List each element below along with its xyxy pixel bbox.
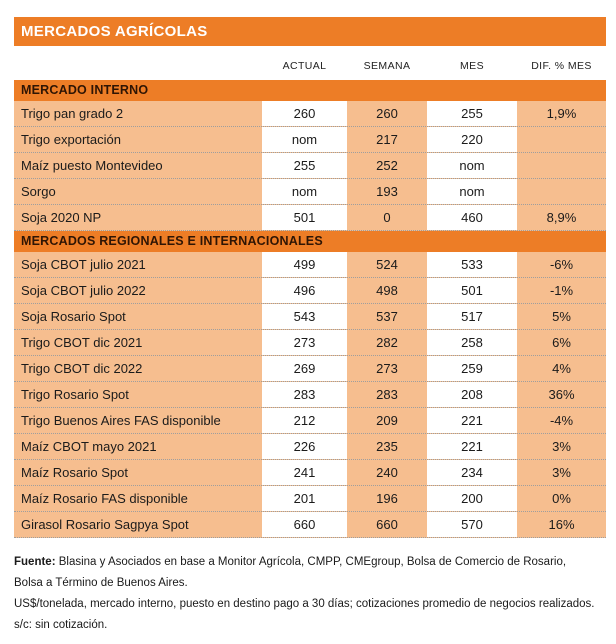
- value-cell: 212: [262, 408, 347, 433]
- value-cell: 283: [376, 387, 398, 402]
- row-label: Soja CBOT julio 2021: [21, 257, 146, 272]
- value-cell: -1%: [549, 283, 574, 298]
- value-cell: 235: [376, 439, 398, 454]
- column-header-empty: [14, 60, 262, 66]
- value-cell: 517: [427, 304, 517, 329]
- value-cell: 283: [262, 382, 347, 407]
- value-cell: 221: [427, 408, 517, 433]
- row-label: Sorgo: [21, 184, 56, 199]
- value-cell: 255: [427, 101, 517, 126]
- footnote-source-text: Blasina y Asociados en base a Monitor Agrícola, CMPP, CMEgroup, Bolsa de Comercio de Rosario,: [55, 556, 567, 568]
- value-cell: 196: [376, 491, 398, 506]
- value-cell: 209: [376, 413, 398, 428]
- page-title-bar: [14, 17, 606, 46]
- value-cell: 501: [427, 278, 517, 303]
- table-row: [14, 127, 606, 153]
- column-header-dif-pct-mes: DIF. % MES: [531, 60, 592, 72]
- value-cell: 282: [376, 335, 398, 350]
- column-header-mes: MES: [460, 60, 484, 72]
- table-row: [14, 512, 606, 538]
- value-cell: 1,9%: [546, 106, 577, 121]
- value-cell: 240: [376, 465, 398, 480]
- footnote-source-line: [14, 552, 606, 573]
- column-header-actual: ACTUAL: [282, 60, 327, 72]
- footnote-source-line-2: Bolsa a Término de Buenos Aires.: [14, 577, 188, 589]
- value-cell: -6%: [549, 257, 574, 272]
- table-row: [14, 304, 606, 330]
- value-cell: 5%: [552, 309, 571, 324]
- value-cell: [517, 127, 606, 152]
- value-cell: 543: [262, 304, 347, 329]
- value-cell: 258: [427, 330, 517, 355]
- value-cell: 660: [376, 517, 398, 532]
- value-cell: 200: [427, 486, 517, 511]
- value-cell: 220: [427, 127, 517, 152]
- row-label: Soja CBOT julio 2022: [21, 283, 146, 298]
- row-label: Girasol Rosario Sagpya Spot: [21, 517, 189, 532]
- value-cell: 36%: [548, 387, 575, 402]
- value-cell: 221: [427, 434, 517, 459]
- row-label: Soja Rosario Spot: [21, 309, 126, 324]
- table-row: [14, 278, 606, 304]
- section-header: MERCADOS REGIONALES E INTERNACIONALES: [14, 231, 606, 252]
- value-cell: 0%: [552, 491, 571, 506]
- value-cell: 570: [427, 512, 517, 537]
- value-cell: 537: [376, 309, 398, 324]
- table-row: [14, 434, 606, 460]
- value-cell: 4%: [552, 361, 571, 376]
- value-cell: 660: [262, 512, 347, 537]
- footnote-units-line: US$/tonelada, mercado interno, puesto en destino pago a 30 días; cotizaciones promedio de negocios realizados.: [14, 598, 595, 610]
- value-cell: 269: [262, 356, 347, 381]
- markets-table: [14, 17, 606, 538]
- row-label: Soja 2020 NP: [21, 210, 102, 225]
- value-cell: 273: [262, 330, 347, 355]
- value-cell: 524: [376, 257, 398, 272]
- value-cell: 208: [427, 382, 517, 407]
- value-cell: 241: [262, 460, 347, 485]
- row-label: Trigo CBOT dic 2022: [21, 361, 143, 376]
- footnote-source-label: Fuente:: [14, 556, 56, 568]
- value-cell: 496: [262, 278, 347, 303]
- column-header-row: [14, 46, 606, 80]
- value-cell: 217: [376, 132, 398, 147]
- table-row: [14, 179, 606, 205]
- value-cell: [517, 179, 606, 204]
- table-row: [14, 101, 606, 127]
- table-row: [14, 486, 606, 512]
- value-cell: nom: [427, 179, 517, 204]
- value-cell: 498: [376, 283, 398, 298]
- value-cell: 6%: [552, 335, 571, 350]
- value-cell: 3%: [552, 439, 571, 454]
- value-cell: 193: [376, 184, 398, 199]
- value-cell: 260: [262, 101, 347, 126]
- value-cell: 3%: [552, 465, 571, 480]
- value-cell: 259: [427, 356, 517, 381]
- row-label: Trigo Buenos Aires FAS disponible: [21, 413, 221, 428]
- value-cell: 0: [383, 210, 391, 225]
- value-cell: 201: [262, 486, 347, 511]
- row-label: Maíz puesto Montevideo: [21, 158, 163, 173]
- table-row: [14, 153, 606, 179]
- table-row: [14, 356, 606, 382]
- row-label: Trigo Rosario Spot: [21, 387, 129, 402]
- value-cell: 234: [427, 460, 517, 485]
- table-row: [14, 330, 606, 356]
- value-cell: 226: [262, 434, 347, 459]
- section-header: MERCADO INTERNO: [14, 80, 606, 101]
- value-cell: 501: [262, 205, 347, 230]
- table-row: [14, 382, 606, 408]
- row-label: Maíz Rosario FAS disponible: [21, 491, 188, 506]
- table-row: [14, 252, 606, 278]
- row-label: Trigo CBOT dic 2021: [21, 335, 143, 350]
- value-cell: 533: [427, 252, 517, 277]
- value-cell: -4%: [549, 413, 574, 428]
- table-row: [14, 408, 606, 434]
- value-cell: 260: [376, 106, 398, 121]
- value-cell: 273: [376, 361, 398, 376]
- value-cell: 255: [262, 153, 347, 178]
- row-label: Trigo exportación: [21, 132, 121, 147]
- value-cell: nom: [427, 153, 517, 178]
- table-row: [14, 205, 606, 231]
- row-label: Maíz CBOT mayo 2021: [21, 439, 157, 454]
- column-header-semana: SEMANA: [363, 60, 411, 72]
- value-cell: nom: [262, 127, 347, 152]
- footnote: [14, 552, 606, 636]
- value-cell: 16%: [548, 517, 575, 532]
- value-cell: 499: [262, 252, 347, 277]
- value-cell: 252: [376, 158, 398, 173]
- page-title: MERCADOS AGRÍCOLAS: [21, 23, 208, 40]
- value-cell: 460: [427, 205, 517, 230]
- table-body: [14, 80, 606, 538]
- table-row: [14, 460, 606, 486]
- value-cell: [517, 153, 606, 178]
- value-cell: nom: [262, 179, 347, 204]
- value-cell: 8,9%: [546, 210, 577, 225]
- row-label: Maíz Rosario Spot: [21, 465, 128, 480]
- row-label: Trigo pan grado 2: [21, 106, 124, 121]
- footnote-abbreviation-line: s/c: sin cotización.: [14, 619, 108, 631]
